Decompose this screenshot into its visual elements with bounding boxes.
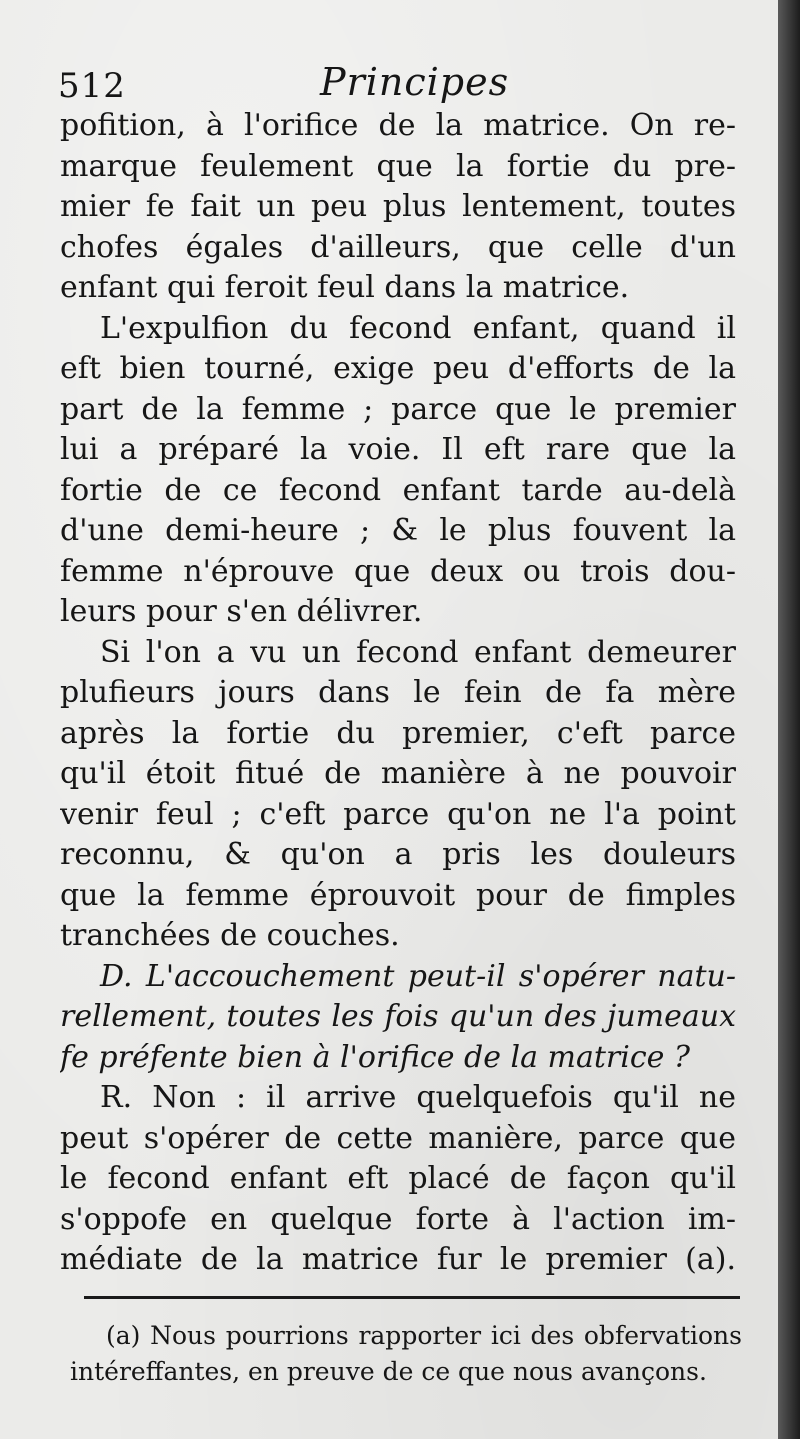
text-line: plufieurs jours dans le fein de fa mère: [60, 675, 736, 710]
text-line: lui a préparé la voie. Il eft rare que la: [60, 432, 736, 467]
answer-line: médiate de la matrice fur le premier (a).: [60, 1242, 736, 1277]
text-line: leurs pour s'en délivrer.: [60, 594, 423, 629]
running-title: Principes: [320, 60, 510, 104]
text-line: venir feul ; c'eft parce qu'on ne l'a point: [60, 796, 736, 832]
page-edge-shadow: [778, 0, 800, 1439]
footnote-divider: [84, 1296, 740, 1299]
text-line: tranchées de couches.: [60, 918, 400, 953]
text-line: part de la femme ; parce que le premier: [60, 391, 736, 427]
text-line: reconnu, & qu'on a pris les douleurs: [60, 837, 736, 872]
text-line: après la fortie du premier, c'eft parce: [60, 715, 736, 751]
answer-line: s'oppofe en quelque forte à l'action im-: [60, 1201, 736, 1237]
footnote: [70, 1318, 742, 1390]
text-line: qu'il étoit fitué de manière à ne pouvoir: [60, 756, 736, 791]
text-line: chofes égales d'ailleurs, que celle d'un: [60, 229, 736, 265]
text-line: marque feulement que la fortie du pre-: [60, 148, 736, 184]
answer-line: R. Non : il arrive quelquefois qu'il ne: [100, 1080, 736, 1115]
text-line: L'expulfion du fecond enfant, quand il: [100, 310, 736, 346]
text-line: enfant qui feroit feul dans la matrice.: [60, 270, 630, 305]
answer-line: peut s'opérer de cette manière, parce que: [60, 1120, 736, 1156]
answer-line: le fecond enfant eft placé de façon qu'il: [60, 1161, 736, 1196]
text-line: eft bien tourné, exige peu d'efforts de la: [60, 351, 736, 386]
question-line: D. L'accouchement peut-il s'opérer natu-: [100, 958, 736, 994]
question-line: fe préfente bien à l'orifice de la matrice ?: [60, 1039, 690, 1075]
question-line: rellement, toutes les fois qu'un des jumeaux: [60, 999, 736, 1034]
text-line: Si l'on a vu un fecond enfant demeurer: [100, 634, 736, 670]
text-line: femme n'éprouve que deux ou trois dou-: [60, 553, 736, 589]
page-number: 512: [58, 66, 126, 106]
text-line: pofition, à l'orifice de la matrice. On re-: [60, 108, 736, 143]
footnote-line: intéreffantes, en preuve de ce que nous avançons.: [70, 1357, 707, 1386]
body-text: [60, 106, 736, 1281]
text-line: que la femme éprouvoit pour de fimples: [60, 877, 736, 913]
footnote-line: (a) Nous pourrions rapporter ici des obfervations: [106, 1321, 742, 1350]
text-line: mier fe fait un peu plus lentement, toutes: [60, 189, 736, 224]
text-line: d'une demi-heure ; & le plus fouvent la: [60, 513, 736, 548]
text-line: fortie de ce fecond enfant tarde au-delà: [60, 472, 736, 508]
